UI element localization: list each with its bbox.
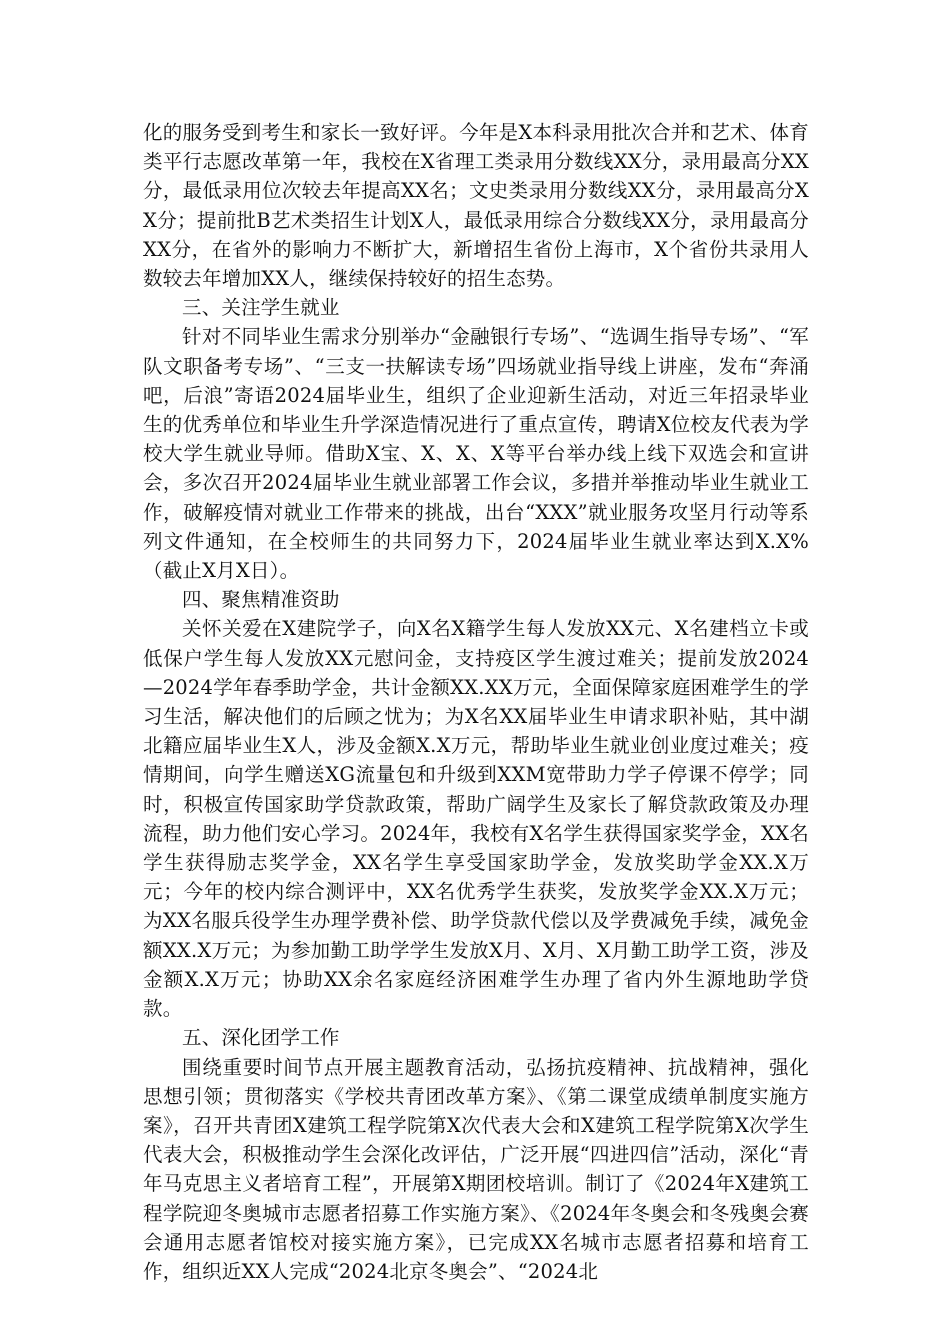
section-heading-financial-aid: 四、聚焦精准资助 [182,588,340,612]
section-heading-employment: 三、关注学生就业 [182,296,340,320]
section-heading-youth-league: 五、深化团学工作 [182,1026,340,1050]
paragraph-youth-league: 围绕重要时间节点开展主题教育活动，弘扬抗疫精神、抗战精神，强化思想引领；贯彻落实《学校共青团改革方案》、《第二课堂成绩单制度实施方案》，召开共青团X建筑工程学院第X次代表大会和X建筑工程学院第X次学生代表大会，积极推动学生会深化改评估，广泛开展“四进四信”活动，深化“青年马克思主义者培育工程”，开展第X期团校培训。制订了《2024年X建筑工程学院迎冬奥城市志愿者招募工作实施方案》、《2024年冬奥会和冬残奥会赛会通用志愿者馆校对接实施方案》，已完成XX名城市志愿者招募和培育工作，组织近XX人完成“2024北京冬奥会”、“2024北 [143,1055,809,1283]
document-body [143,118,809,1286]
paragraph-admissions-summary: 化的服务受到考生和家长一致好评。今年是X本科录用批次合并和艺术、体育类平行志愿改革第一年，我校在X省理工类录用分数线XX分，录用最高分XX分，最低录用位次较去年提高XX名；文史类录用分数线XX分，录用最高分XX分；提前批B艺术类招生计划X人，最低录用综合分数线XX分，录用最高分XX分，在省外的影响力不断扩大，新增招生省份上海市，X个省份共录用人数较去年增加XX人，继续保持较好的招生态势。 [143,121,809,291]
paragraph-employment: 针对不同毕业生需求分别举办“金融银行专场”、“选调生指导专场”、“军队文职备考专场”、“三支一扶解读专场”四场就业指导线上讲座，发布“奔涌吧，后浪”寄语2024届毕业生，组织了企业迎新生活动，对近三年招录毕业生的优秀单位和毕业生升学深造情况进行了重点宣传，聘请X位校友代表为学校大学生就业导师。借助X宝、X、X、X等平台举办线上线下双选会和宣讲会，多次召开2024届毕业生就业部署工作会议，多措并举推动毕业生就业工作，破解疫情对就业工作带来的挑战，出台“XXX”就业服务攻坚月行动等系列文件通知，在全校师生的共同努力下，2024届毕业生就业率达到X.X%（截止X月X日）。 [143,325,809,583]
paragraph-financial-aid: 关怀关爱在X建院学子，向X名X籍学生每人发放XX元、X名建档立卡或低保户学生每人发放XX元慰问金，支持疫区学生渡过难关；提前发放2024—2024学年春季助学金，共计金额XX.XX万元，全面保障家庭困难学生的学习生活，解决他们的后顾之忧为；为X名XX届毕业生申请求职补贴，其中湖北籍应届毕业生X人，涉及金额X.X万元，帮助毕业生就业创业度过难关；疫情期间，向学生赠送XG流量包和升级到XXM宽带助力学子停课不停学；同时，积极宣传国家助学贷款政策，帮助广阔学生及家长了解贷款政策及办理流程，助力他们安心学习。2024年，我校有X名学生获得国家奖学金，XX名学生获得励志奖学金，XX名学生享受国家助学金，发放奖助学金XX.X万元；今年的校内综合测评中，XX名优秀学生获奖，发放奖学金XX.X万元；为XX名服兵役学生办理学费补偿、助学贷款代偿以及学费减免手续，减免金额XX.X万元；为参加勤工助学学生发放X月、X月、X月勤工助学工资，涉及金额X.X万元；协助XX余名家庭经济困难学生办理了省内外生源地助学贷款。 [143,617,809,1021]
